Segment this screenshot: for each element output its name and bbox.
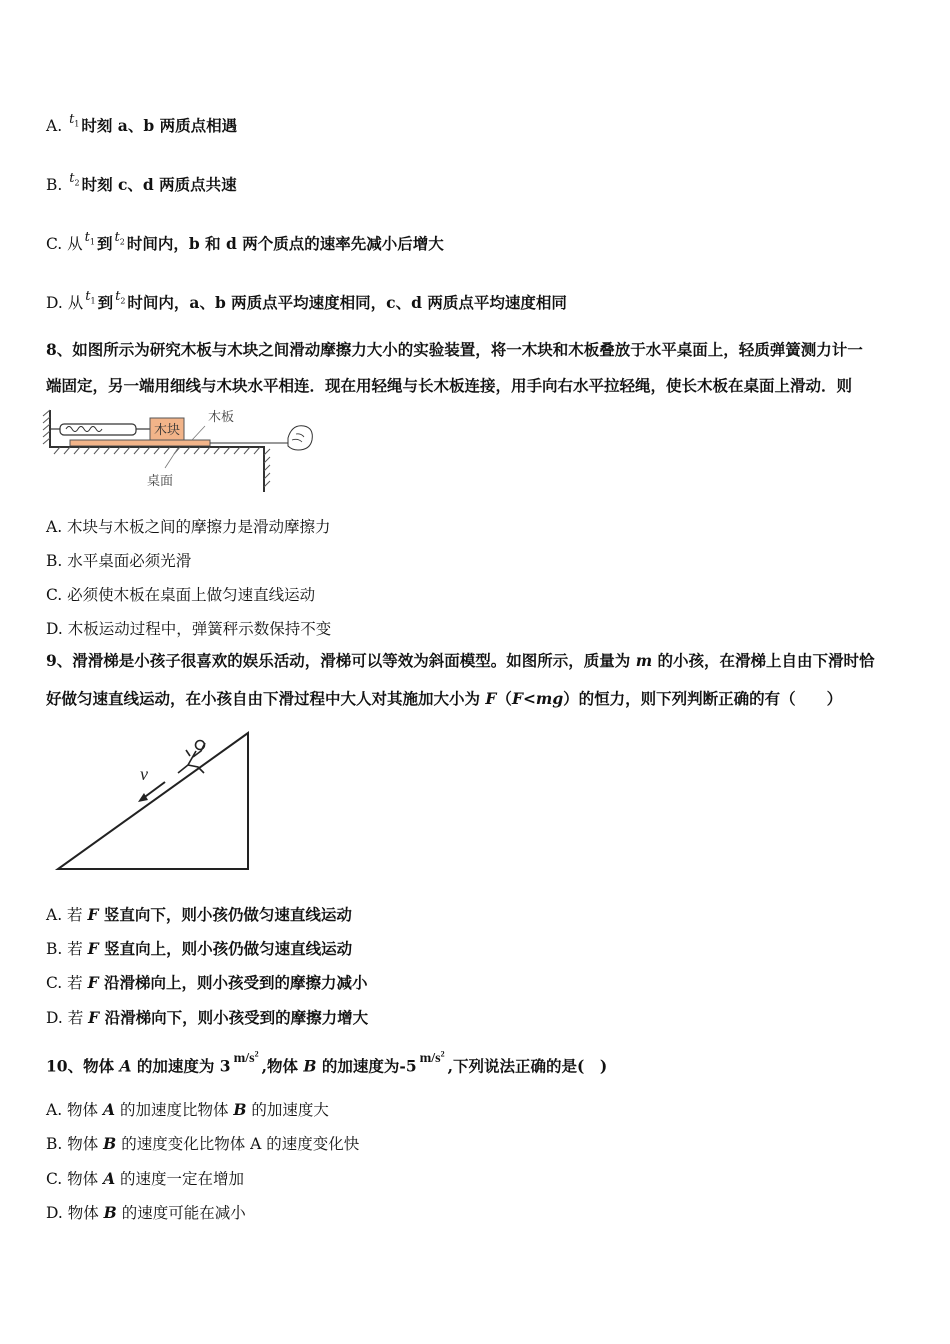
table-label: 桌面: [147, 474, 174, 489]
q7-option-c: C. 从 $^{t_1}$ 到 $^{t_2}$ 时间内，b 和 d 两个质点的速率先减小后增大: [46, 230, 444, 253]
block-label: 木块: [153, 423, 181, 438]
q8-option-c: C. 必须使木板在桌面上做匀速直线运动: [46, 586, 316, 604]
unit-acceleration: $m/s^2$: [233, 1049, 259, 1066]
unit-acceleration: $m/s^2$: [419, 1049, 445, 1066]
q8-option-b: B. 水平桌面必须光滑: [46, 552, 192, 570]
q8-stem-line2: 端固定，另一端用细线与木块水平相连．现在用轻绳与长木板连接，用手向右水平拉轻绳，使长木板在桌面上滑动．则: [46, 376, 853, 395]
t1-symbol: t1: [84, 230, 95, 247]
q9-option-b: B. 若 F 竖直向上，则小孩仍做匀速直线运动: [46, 939, 353, 958]
slide-incline: [58, 733, 248, 869]
wood-board: [70, 440, 210, 446]
q10-option-b: B. 物体 B 的速度变化比物体 A 的速度变化快: [46, 1134, 360, 1153]
q10-option-d: D. 物体 B 的速度可能在减小: [46, 1203, 246, 1222]
hand-icon: [288, 426, 312, 450]
t2-symbol: t2: [114, 230, 125, 247]
q9-slide-figure: [50, 725, 260, 875]
t2-symbol: t2: [69, 171, 80, 188]
board-label: 木板: [208, 410, 235, 425]
q9-option-d: D. 若 F 沿滑梯向下，则小孩受到的摩擦力增大: [46, 1008, 369, 1027]
q8-option-d: D. 木板运动过程中，弹簧秤示数保持不变: [46, 620, 332, 638]
q9-stem-line2: 好做匀速直线运动，在小孩自由下滑过程中大人对其施加大小为 F（F<mg）的恒力，则下列判断正确的有（ ）: [46, 689, 843, 708]
t2-symbol: t2: [115, 289, 126, 306]
q10-option-c: C. 物体 A 的速度一定在增加: [46, 1169, 245, 1188]
q7-option-b: B. $^{t_2}$ 时刻 c、d 两质点共速: [46, 171, 237, 194]
q7-option-a: A. $^{t_1}$ 时刻 a、b 两质点相遇: [46, 112, 238, 135]
velocity-label: v: [140, 764, 148, 784]
q8-friction-apparatus-figure: [40, 400, 320, 495]
q9-stem-line1: 9、滑滑梯是小孩子很喜欢的娱乐活动，滑梯可以等效为斜面模型。如图所示，质量为 m 的小孩，在滑梯上自由下滑时恰: [46, 651, 875, 670]
q8-stem-line1: 8、如图所示为研究木板与木块之间滑动摩擦力大小的实验装置，将一木块和木板叠放于水平桌面上，轻质弹簧测力计一: [46, 340, 863, 359]
q8-option-a: A. 木块与木板之间的摩擦力是滑动摩擦力: [46, 518, 331, 536]
q9-option-a: A. 若 F 竖直向下，则小孩仍做匀速直线运动: [46, 905, 352, 924]
q7-option-d: D. 从 $^{t_1}$ 到 $^{t_2}$ 时间内，a、b 两质点平均速度相同，c、d 两质点平均速度相同: [46, 289, 567, 312]
t1-symbol: t1: [69, 112, 80, 129]
q10-stem: 10、物体 A 的加速度为 3 $m/s^2$,物体 B 的加速度为-5 $m/s^2$,下列说法正确的是( ): [46, 1049, 608, 1076]
t1-symbol: t1: [85, 289, 96, 306]
q9-option-c: C. 若 F 沿滑梯向上，则小孩受到的摩擦力减小: [46, 973, 368, 992]
child-icon: [178, 741, 205, 774]
q10-option-a: A. 物体 A 的加速度比物体 B 的加速度大: [46, 1100, 329, 1119]
